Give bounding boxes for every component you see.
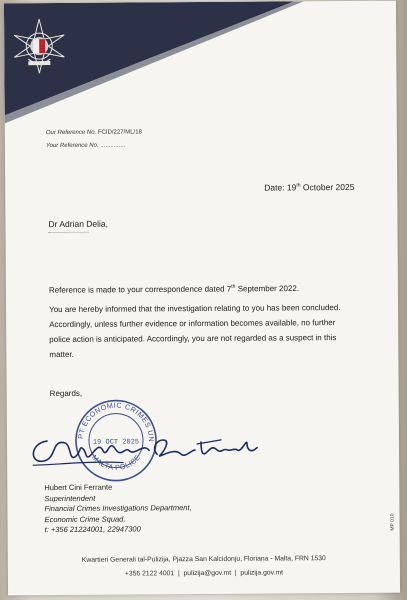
our-reference-label: Our Reference No.	[45, 129, 97, 137]
your-reference-value: ...............	[100, 142, 126, 149]
p1-ordinal: th	[231, 283, 236, 290]
footer-contacts	[8, 569, 400, 579]
footer-phone: +356 2122 4001	[124, 570, 175, 578]
our-reference	[46, 126, 142, 140]
footer-web: pulizija.gov.mt	[240, 569, 284, 577]
date-day: Date: 19	[264, 182, 297, 193]
footer-separator: |	[177, 570, 180, 578]
letter-page	[4, 1, 400, 596]
footer-address: Kwartieri Generali tal-Pulizija, Pjazza San Kalcidonju, Floriana - Malta, FRN 1530	[81, 555, 326, 564]
date-month-year: October 2025	[300, 181, 355, 193]
p1-text-b: September 2022.	[235, 283, 300, 294]
form-code: MP 010	[389, 513, 396, 531]
letter-date	[264, 182, 354, 193]
stamp-top-text: SUPT ECONOMIC CRIMES UNIT	[75, 400, 157, 443]
your-reference	[46, 139, 142, 153]
stamp-date: 19 OCT 2025	[92, 438, 140, 447]
footer-email: pulizija@gov.mt	[183, 569, 232, 578]
signatory-name: Hubert Cini Ferrante	[44, 482, 113, 493]
footer-separator: |	[234, 569, 237, 577]
closing: Regards,	[49, 388, 83, 399]
malta-police-crest-icon	[8, 15, 70, 77]
our-reference-value: FCID/227/ML/18	[97, 129, 142, 136]
body-paragraph-2: You are hereby informed that the investigation relating to you has been concluded. Accordingly, unless further evidence or information becomes available, no further police action is anticipated. Accordingly, you are not regarded as a suspect in this matter.	[49, 303, 341, 360]
signatory-block	[44, 482, 192, 536]
reference-block	[46, 126, 142, 153]
date-ordinal: th	[296, 182, 301, 189]
signatory-phone: t: +356 21224001, 22947300	[44, 524, 141, 535]
signatory-squad: Economic Crime Squad,	[44, 514, 126, 524]
p1-text-a: Reference is made to your correspondence dated 7	[48, 284, 232, 295]
stamp-bottom-text: MALTA POLICE	[90, 452, 143, 473]
body-paragraph-1	[49, 279, 354, 298]
your-reference-label: Your Reference No.	[45, 142, 99, 150]
addressee-obscured-line	[49, 232, 89, 235]
signatory-department: Financial Crimes Investigations Department,	[44, 503, 192, 514]
handwritten-signature	[25, 420, 265, 477]
signatory-title: Superintendent	[44, 493, 96, 503]
addressee: Dr Adrian Delia,	[48, 218, 109, 230]
